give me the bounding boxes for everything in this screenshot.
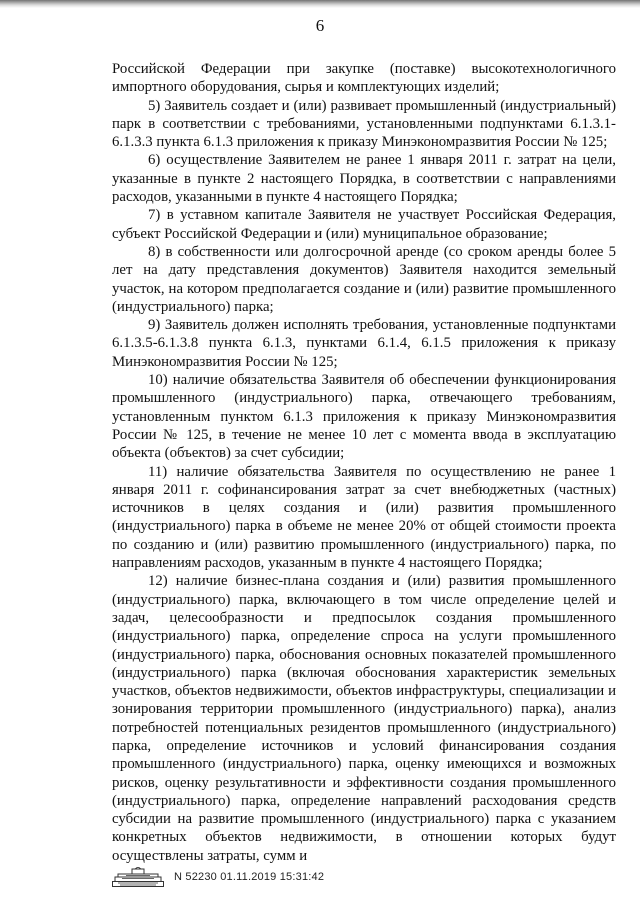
paragraph-item-9: 9) Заявитель должен исполнять требования, установленные подпунктами 6.1.3.5-6.1.3.8 пункта 6.1.3, пунктами 6.1.4, 6.1.5 приложения к приказу Минэкономразвития России № 125;: [112, 317, 616, 370]
paragraph-item-5: 5) Заявитель создает и (или) развивает промышленный (индустриальный) парк в соответствии с требованиями, установленными подпунктами 6.1.3.1-6.1.3.3 пункта 6.1.3 приложения к приказу Минэкономразвития России № 125;: [112, 97, 616, 151]
paragraph-continuation: Российской Федерации при закупке (поставке) высокотехнологичного импортного оборудования, сырья и комплектующих изделий;: [112, 61, 616, 96]
paragraph-item-8: 8) в собственности или долгосрочной аренде (со сроком аренды более 5 лет на дату представления документов) Заявителя находится земельный участок, на котором предполагается создание и (или) развитие промышленного (индустриального) парка;: [112, 243, 616, 315]
paragraph-item-11: 11) наличие обязательства Заявителя по осуществлению не ранее 1 января 2011 г. софинансирования затрат за счет внебюджетных (частных) источников в целях создания и (или) развития промышленного (индустриального) парка в объеме не менее 20% от общей стоимости проекта по созданию и (или) развитию промышленного (индустриального) парка, по направлениям расходов, указанным в пункте 4 настоящего Порядка;: [112, 463, 616, 572]
document-body: [112, 60, 616, 865]
paragraph-item-6: 6) осуществление Заявителем не ранее 1 января 2011 г. затрат на цели, указанные в пункте 2 настоящего Порядка, в соответствии с направлениями расходов, указанными в пункте 4 настоящего Порядка;: [112, 152, 616, 206]
paragraph-item-7: 7) в уставном капитале Заявителя не участвует Российская Федерация, субъект Российской Федерации и (или) муниципальное образование;: [112, 207, 616, 242]
government-emblem-icon: [112, 867, 164, 887]
scan-top-edge: [0, 0, 640, 8]
paragraph-item-12: 12) наличие бизнес-плана создания и (или) развития промышленного (индустриального) парка, включающего в том числе определение целей и задач, целесообразности и предпосылок создания промышленного (индустриального) парка, определение спроса на услуги промышленного (индустриального) парка, обоснования основных показателей промышленного (индустриального) парка (включая обоснования характеристик земельных участков, объектов недвижимости, объектов инфраструктуры, специализации и зонирования территории промышленного (индустриального) парка), анализ потребностей потенциальных резидентов промышленного (индустриального) парка, определение источников и условий финансирования создания промышленного (индустриального) парка, оценку имеющихся и возможных рисков, оценку результативности и эффективности создания промышленного (индустриального) парка, определение направлений расходования средств субсидии на развитие промышленного (индустриального) парка с указанием конкретных объектов недвижимости, в отношении которых будут осуществлены затраты, сумм и: [112, 573, 616, 864]
document-registration-code: N 52230 01.11.2019 15:31:42: [174, 871, 325, 883]
page-number: 6: [315, 16, 325, 35]
paragraph-item-10: 10) наличие обязательства Заявителя об обеспечении функционирования промышленного (индустриального) парка, отвечающего требованиям, установленным пунктом 6.1.3 приложения к приказу Минэкономразвития России № 125, в течение не менее 10 лет с момента ввода в эксплуатацию объекта (объектов) за счет субсидии;: [112, 372, 616, 462]
page-footer: [112, 866, 324, 888]
